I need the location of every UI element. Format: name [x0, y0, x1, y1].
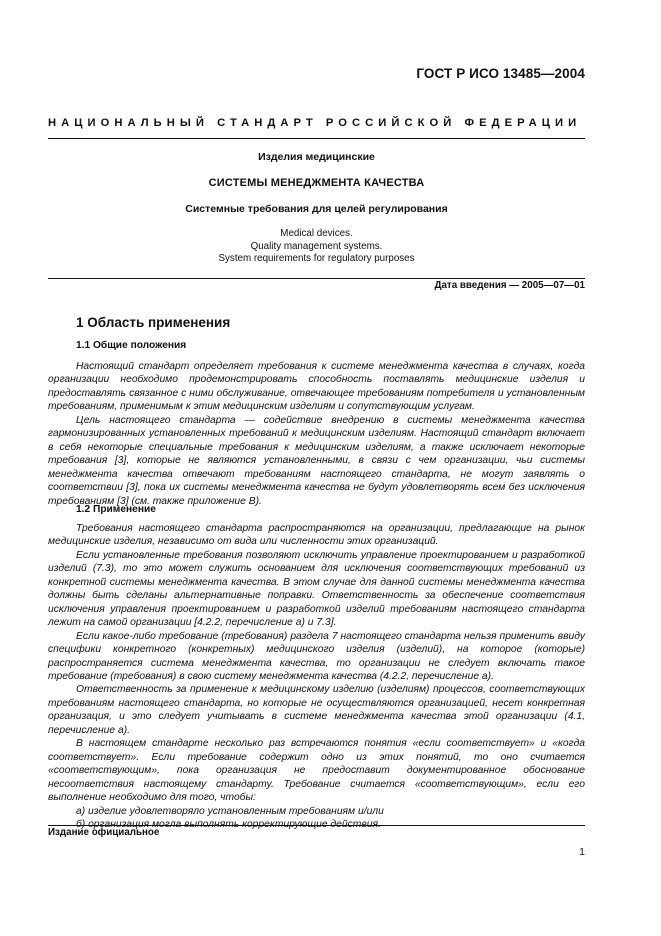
divider-top: [48, 138, 585, 139]
paragraph: В настоящем стандарте несколько раз встречаются понятия «если соответствует» и «когда соответствует». Если требование содержит одно из этих понятий, то оно считается «соответствующим», пока организация не предоставит документированное обоснование несоответствия настоящему стандарту. Требование считается «соответствующим», если его выполнение необходимо для того, чтобы:: [48, 738, 585, 804]
section-1-1-heading: 1.1 Общие положения: [76, 340, 187, 351]
page-number: 1: [579, 846, 585, 858]
divider-date: [48, 278, 585, 279]
title-line-2: СИСТЕМЫ МЕНЕДЖМЕНТА КАЧЕСТВА: [208, 177, 425, 189]
list-item: б) организация могла выполнять корректирующие действия.: [76, 818, 381, 830]
section-1-1-text: [48, 360, 585, 508]
introduction-date: Дата введения — 2005—07—01: [434, 280, 585, 291]
english-title-line-1: Medical devices.: [280, 228, 353, 239]
title-line-3: Системные требования для целей регулирования: [185, 203, 448, 215]
divider-footer: [48, 825, 585, 826]
english-title: [48, 228, 585, 266]
official-edition-label: Издание официальное: [48, 827, 160, 838]
english-title-line-2: Quality management systems.: [250, 240, 383, 252]
paragraph: Настоящий стандарт определяет требования к системе менеджмента качества в случаях, когда организации необходимо продемонстрировать способность поставлять медицинские изделия и предоставлять связанное с ними обслуживание, отвечающее требованиям потребителя и установленным требованиям, применимым к этим медицинским изделиям и сопутствующим услугам.: [48, 361, 585, 413]
list-item: а) изделие удовлетворяло установленным требованиям и/или: [76, 805, 384, 817]
paragraph: Требования настоящего стандарта распространяются на организации, предлагающие на рынок медицинские изделия, независимо от вида или численности этих организаций.: [48, 523, 585, 548]
section-1-2-text: [48, 522, 585, 831]
paragraph: Если установленные требования позволяют исключить управление проектированием и разработкой изделий (7.3), то это может служить основанием для исключения соответствующих требований из конкретной системы менеджмента качества. В этом случае для данной системы менеджмента качества должны быть сделаны альтернативные поправки. Ответственность за обеспечение соответствия исключения управления проектированием и разработкой изделий требованиям настоящего стандарта лежит на самой организации [4.2.2, перечисление а) и 7.3].: [48, 549, 585, 629]
paragraph: Цель настоящего стандарта — содействие внедрению в системы менеджмента качества гармонизированных установленных требований к медицинским изделиям. Настоящий стандарт включает в себя некоторые специальные требования к медицинским изделиям, а также исключает некоторые требования [3], которые не являются установленными, в связи с чем организации, чьи системы менеджмента качества отвечают требованиям настоящего стандарта, не могут заявлять о соответствии [3], пока их системы менеджмента качества не будут удовлетворять всем без исключения требованиям [3] (см. также приложение В).: [48, 414, 585, 507]
paragraph: Если какое-либо требование (требования) раздела 7 настоящего стандарта нельзя применить ввиду специфики конкретного (конкретных) медицинского изделия (изделий), на которое (которые) распространяется система менеджмента качества, то организации не следует включать такое требование (требования) в свою систему менеджмента качества (4.2.2, перечисление а).: [48, 630, 585, 682]
english-title-line-3: System requirements for regulatory purposes: [218, 253, 415, 265]
section-1-heading: 1 Область применения: [76, 315, 231, 330]
national-standard-banner: НАЦИОНАЛЬНЫЙ СТАНДАРТ РОССИЙСКОЙ ФЕДЕРАЦИИ: [48, 117, 582, 129]
paragraph: Ответственность за применение к медицинскому изделию (изделиям) процессов, соответствующих требованиям настоящего стандарта, но которые не осуществляются организацией, несет конкретная организация, и это следует учитывать в системе менеджмента качества этой организации (4.1, перечисление а).: [48, 684, 585, 736]
section-1-2-heading: 1.2 Применение: [76, 504, 156, 515]
title-line-1: Изделия медицинские: [258, 151, 375, 163]
document-code: ГОСТ Р ИСО 13485—2004: [416, 66, 585, 81]
